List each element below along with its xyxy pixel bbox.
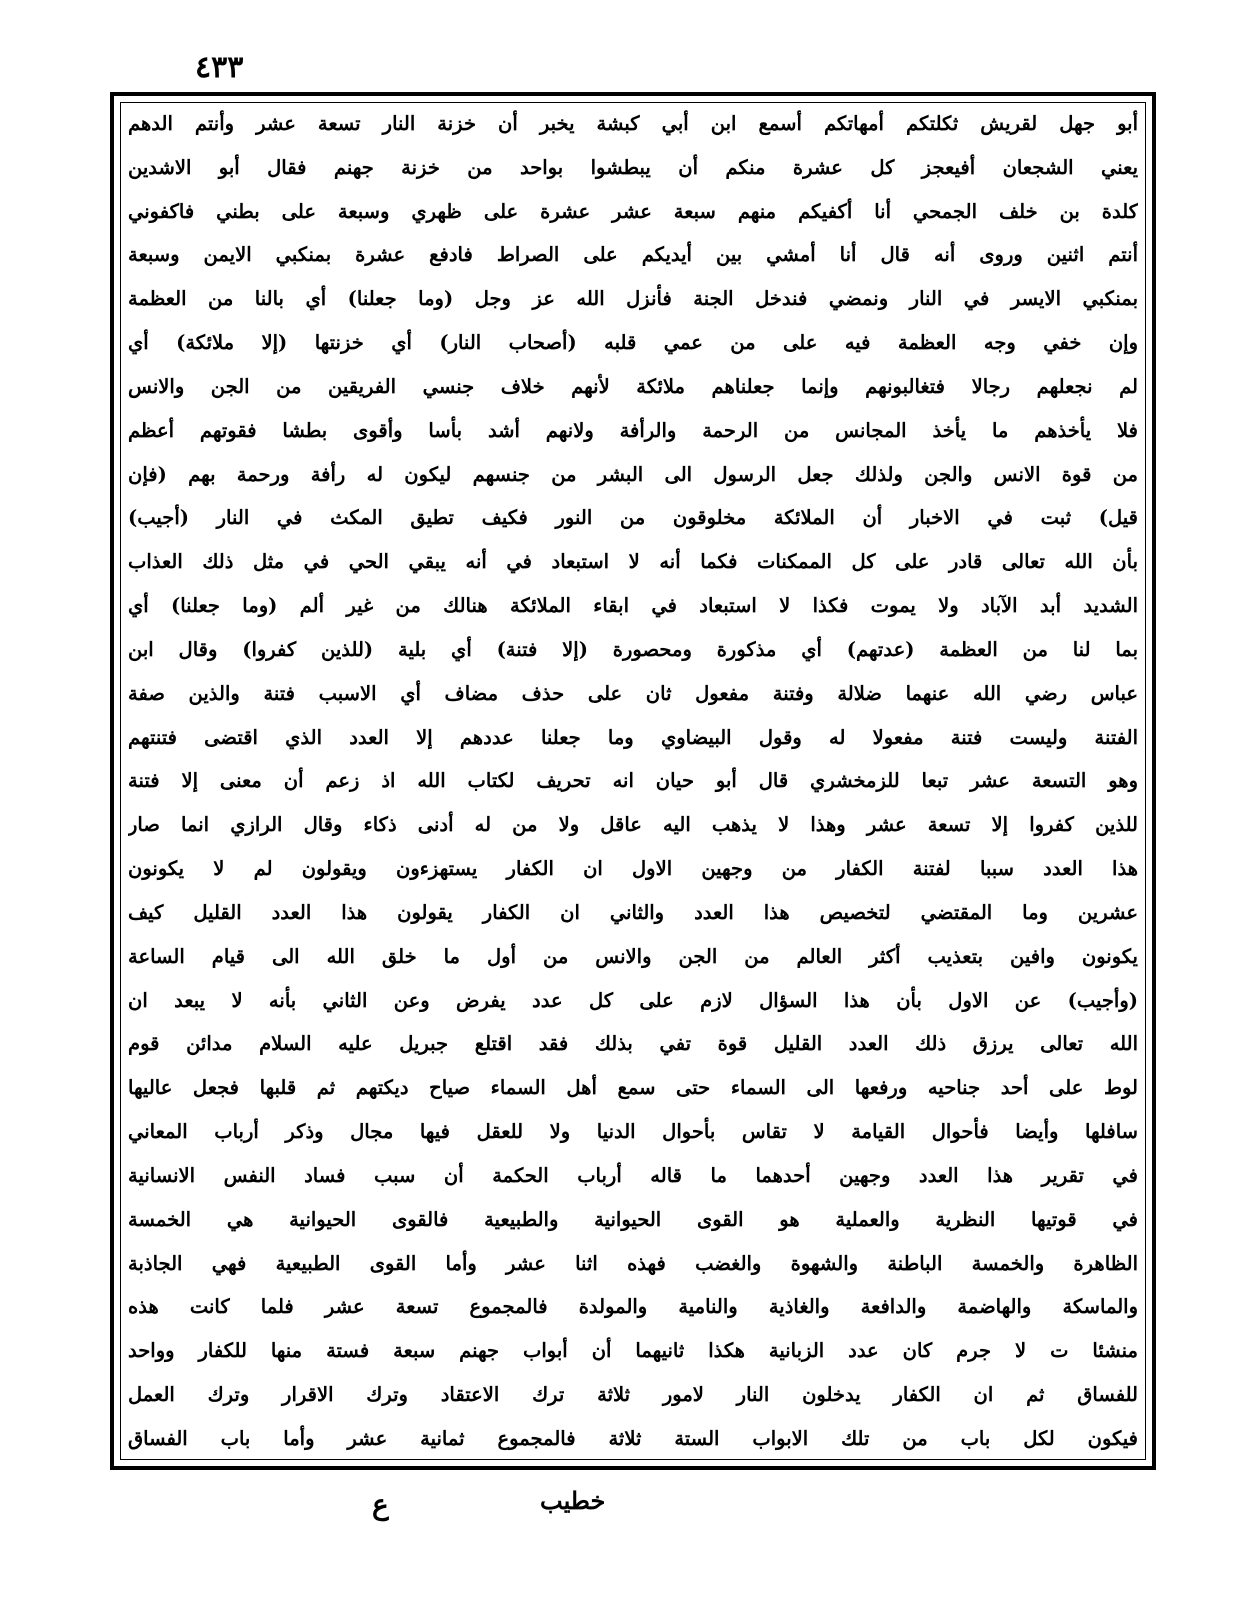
text-line: في قوتيها النظرية والعملية هو القوى الحيوانية والطبيعية فالقوى الحيوانية هي الخمسة	[128, 1207, 1138, 1231]
text-line: فيكون لكل باب من تلك الابواب الستة ثلاثة فالمجموع ثمانية عشر وأما باب الفساق	[128, 1426, 1138, 1450]
text-line: لوط على أحد جناحيه ورفعها الى السماء حتى سمع أهل السماء صياح ديكتهم ثم قلبها فجعل عاليها	[128, 1076, 1138, 1100]
text-line: فلا يأخذهم ما يأخذ المجانس من الرحمة والرأفة ولانهم أشد بأسا وأقوى بطشا فقوتهم أعظم	[128, 418, 1138, 442]
text-line: عباس رضي الله عنهما ضلالة وفتنة مفعول ثان على حذف مضاف أي الاسبب فتنة والذين صفة	[128, 681, 1138, 705]
text-line: بمنكبي الايسر في النار ونمضي فندخل الجنة فأنزل الله عز وجل (وما جعلنا) أي بالنا من العظمة	[128, 287, 1138, 311]
text-line: الظاهرة والخمسة الباطنة والشهوة والغضب فهذه اثنا عشر وأما القوى الطبيعية فهي الجاذبة	[128, 1251, 1138, 1275]
text-line: أنتم اثنين وروى أنه قال أنا أمشي بين أيديكم على الصراط فادفع عشرة بمنكبي الايمن وسبعة	[128, 243, 1138, 267]
signature-mark: ع	[372, 1488, 389, 1521]
text-line: وهو التسعة عشر تبعا للزمخشري قال أبو حيان انه تحريف لكتاب الله اذ زعم أن معنى إلا فتنة	[128, 769, 1138, 793]
text-line: كلدة بن خلف الجمحي أنا أكفيكم منهم سبعة عشر عشرة على ظهري وسبعة على بطني فاكفوني	[128, 199, 1138, 223]
text-line: والماسكة والهاضمة والدافعة والغاذية والنامية والمولدة فالمجموع تسعة عشر فلما كانت هذه	[128, 1295, 1138, 1319]
text-line: أبو جهل لقريش ثكلتكم أمهاتكم أسمع ابن أبي كبشة يخبر أن خزنة النار تسعة عشر وأنتم الدهم	[128, 112, 1138, 135]
catchword: خطيب	[540, 1486, 606, 1515]
text-line: يكونون وافين بتعذيب أكثر العالم من الجن والانس من أول ما خلق الله الى قيام الساعة	[128, 944, 1138, 968]
text-frame	[110, 92, 1156, 1470]
text-line: للذين كفروا إلا تسعة عشر وهذا لا يذهب اليه عاقل ولا من له أدنى ذكاء وقال الرازي انما صار	[128, 813, 1138, 837]
text-line: الشديد أبد الآباد ولا يموت فكذا لا استبعاد في ابقاء الملائكة هنالك من غير ألم (وما جعلنا) أي	[128, 594, 1138, 618]
text-line: منشئا ت لا جرم كان عدد الزبانية هكذا ثانيهما أن أبواب جهنم سبعة فستة منها للكفار وواحد	[128, 1339, 1138, 1363]
text-line: يعني الشجعان أفيعجز كل عشرة منكم أن يبطشوا بواحد من خزنة جهنم فقال أبو الاشدين	[128, 155, 1138, 179]
text-line: بأن الله تعالى قادر على كل الممكنات فكما أنه لا استبعاد في أنه يبقي الحي في مثل ذلك العذاب	[128, 550, 1138, 574]
text-line: للفساق ثم ان الكفار يدخلون النار لامور ثلاثة ترك الاعتقاد وترك الاقرار وترك العمل	[128, 1383, 1138, 1407]
text-line: عشرين وما المقتضي لتخصيص هذا العدد والثاني ان الكفار يقولون هذا العدد القليل كيف	[128, 900, 1138, 924]
text-line: الله تعالى يرزق ذلك العدد القليل قوة تفي بذلك فقد اقتلع جبريل عليه السلام مدائن قوم	[128, 1032, 1138, 1056]
text-line: لم نجعلهم رجالا فتغالبونهم وإنما جعلناهم ملائكة لأنهم خلاف جنسي الفريقين من الجن والانس	[128, 374, 1138, 398]
page-footer	[0, 1478, 1240, 1538]
text-line: قيل) ثبت في الاخبار أن الملائكة مخلوقون من النور فكيف تطيق المكث في النار (أجيب)	[128, 506, 1138, 530]
text-line: في تقرير هذا العدد وجهين أحدهما ما قاله أرباب الحكمة أن سبب فساد النفس الانسانية	[128, 1163, 1138, 1187]
text-line: بما لنا من العظمة (عدتهم) أي مذكورة ومحصورة (إلا فتنة) أي بلية (للذين كفروا) وقال ابن	[128, 637, 1138, 661]
text-line: وإن خفي وجه العظمة فيه على من عمي قلبه (أصحاب النار) أي خزنتها (إلا ملائكة) أي	[128, 331, 1138, 355]
text-line: هذا العدد سببا لفتنة الكفار من وجهين الاول ان الكفار يستهزءون ويقولون لم لا يكونون	[128, 857, 1138, 881]
text-block	[128, 108, 1138, 1454]
text-line: (وأجيب) عن الاول بأن هذا السؤال لازم على كل عدد يفرض وعن الثاني بأنه لا يبعد ان	[128, 988, 1138, 1012]
text-line: الفتنة وليست فتنة مفعولا له وقول البيضاوي وما جعلنا عددهم إلا العدد الذي اقتضى فتنتهم	[128, 725, 1138, 749]
page-number: ٤٣٣	[195, 50, 244, 85]
text-line: سافلها وأيضا فأحوال القيامة لا تقاس بأحوال الدنيا ولا للعقل فيها مجال وذكر أرباب المعاني	[128, 1120, 1138, 1144]
text-line: من قوة الانس والجن ولذلك جعل الرسول الى البشر من جنسهم ليكون له رأفة ورحمة بهم (فإن	[128, 462, 1138, 486]
